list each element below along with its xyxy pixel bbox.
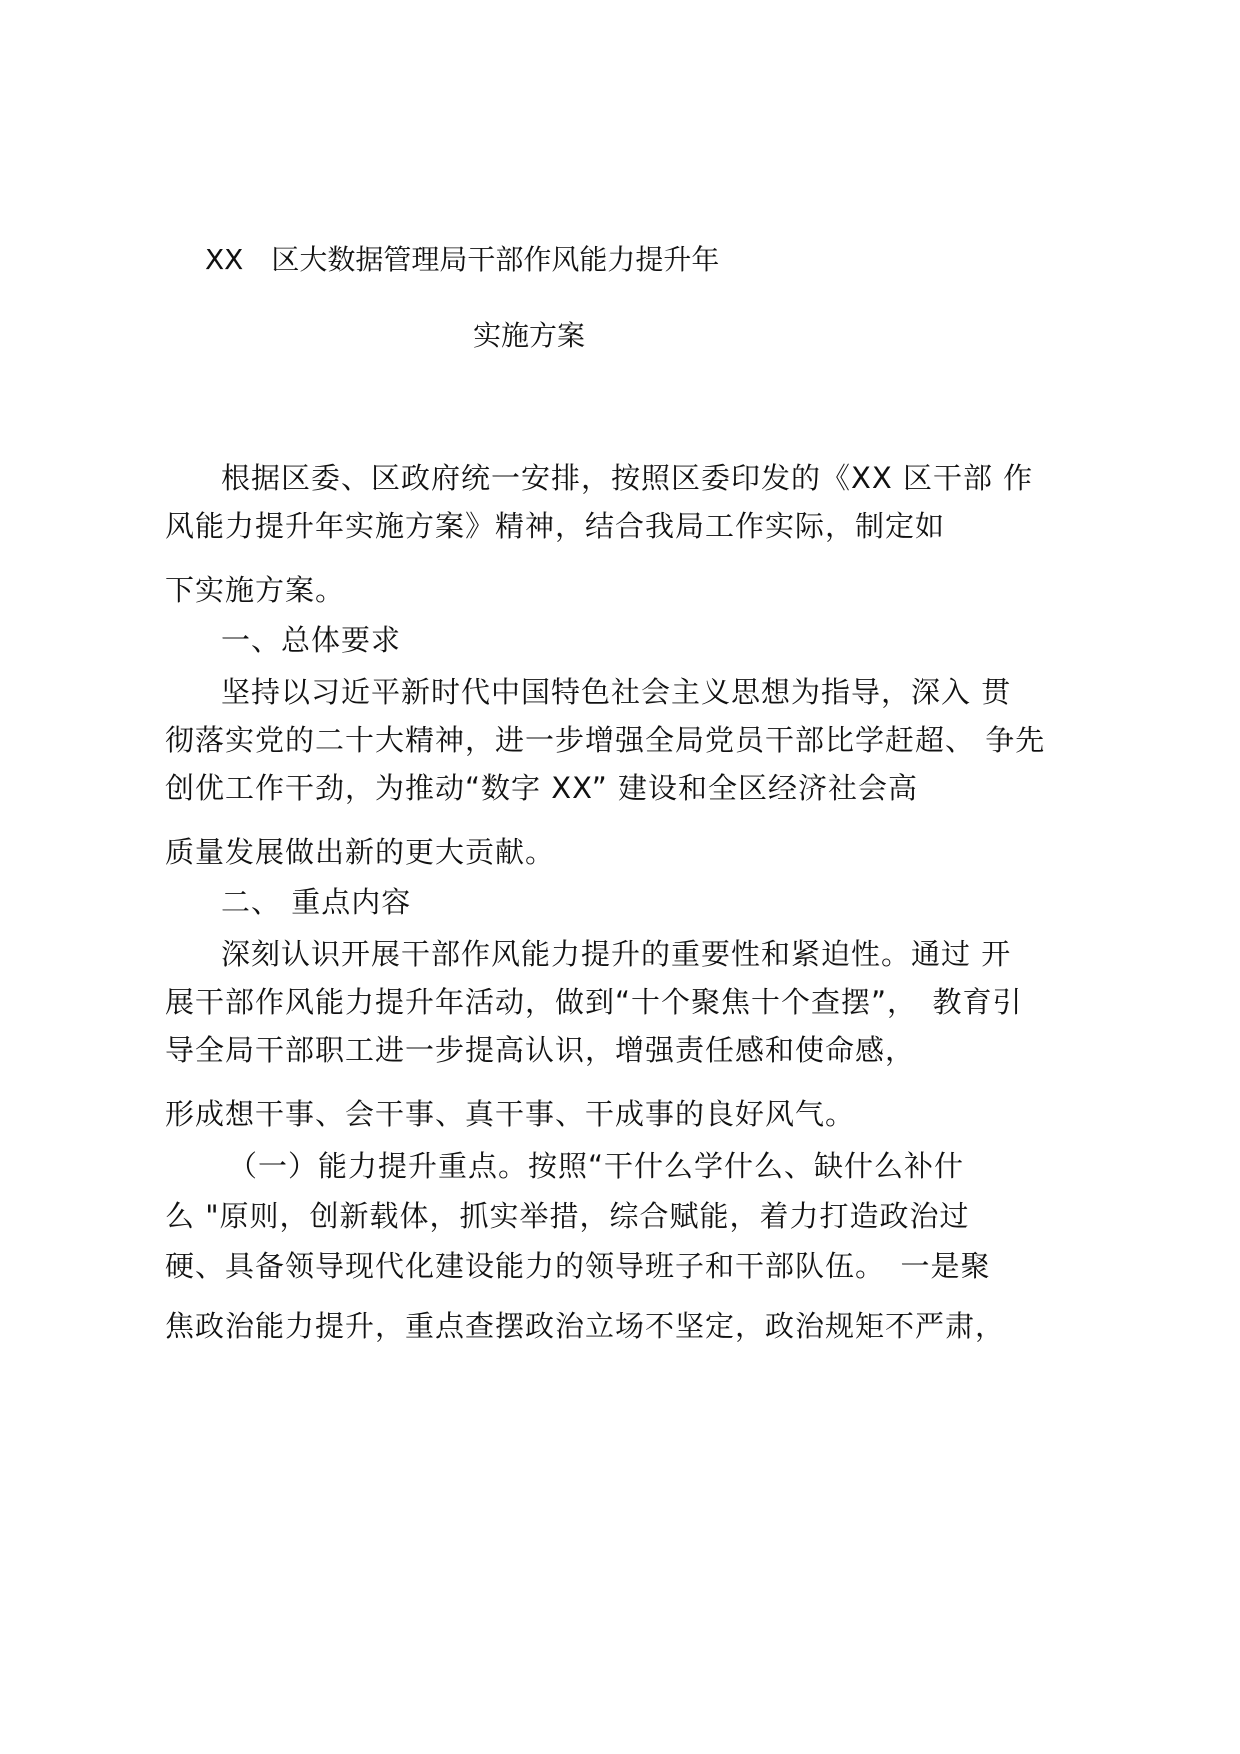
document-title-line-2: 实施方案 bbox=[473, 319, 586, 352]
intro-line-1: 根据区委、区政府统一安排，按照区委印发的《XX 区干部 作 bbox=[221, 461, 1034, 495]
section-1-line-4: 质量发展做出新的更大贡献。 bbox=[165, 835, 556, 869]
section-1-heading: 一、总体要求 bbox=[221, 623, 402, 657]
subsection-1-line-4: 焦政治能力提升，重点查摆政治立场不坚定，政治规矩不严肃， bbox=[165, 1309, 1006, 1343]
section-2-line-2: 展干部作风能力提升年活动，做到“十个聚焦十个查摆”， 教育引 bbox=[165, 985, 1023, 1019]
section-2-heading: 二、 重点内容 bbox=[221, 885, 412, 919]
subsection-1-line-3: 硬、具备领导现代化建设能力的领导班子和干部队伍。 一是聚 bbox=[165, 1249, 991, 1283]
section-2-line-3: 导全局干部职工进一步提高认识，增强责任感和使命感， bbox=[165, 1033, 916, 1067]
subsection-1-line-1: （一）能力提升重点。按照“干什么学什么、缺什么补什 bbox=[228, 1149, 965, 1183]
subsection-1-line-2: 么 "原则，创新载体，抓实举措，综合赋能，着力打造政治过 bbox=[165, 1199, 970, 1233]
intro-line-3: 下实施方案。 bbox=[165, 573, 346, 607]
section-1-line-1: 坚持以习近平新时代中国特色社会主义思想为指导，深入 贯 bbox=[221, 675, 1012, 709]
intro-line-2: 风能力提升年实施方案》精神，结合我局工作实际，制定如 bbox=[165, 509, 946, 543]
document-title-line-1: XX 区大数据管理局干部作风能力提升年 bbox=[205, 243, 720, 276]
section-2-line-1: 深刻认识开展干部作风能力提升的重要性和紧迫性。通过 开 bbox=[221, 937, 1012, 971]
section-1-line-2: 彻落实党的二十大精神，进一步增强全局党员干部比学赶超、 争先 bbox=[165, 723, 1046, 757]
section-2-line-4: 形成想干事、会干事、真干事、干成事的良好风气。 bbox=[165, 1097, 856, 1131]
section-1-line-3: 创优工作干劲，为推动“数字 XX” 建设和全区经济社会高 bbox=[165, 771, 919, 805]
